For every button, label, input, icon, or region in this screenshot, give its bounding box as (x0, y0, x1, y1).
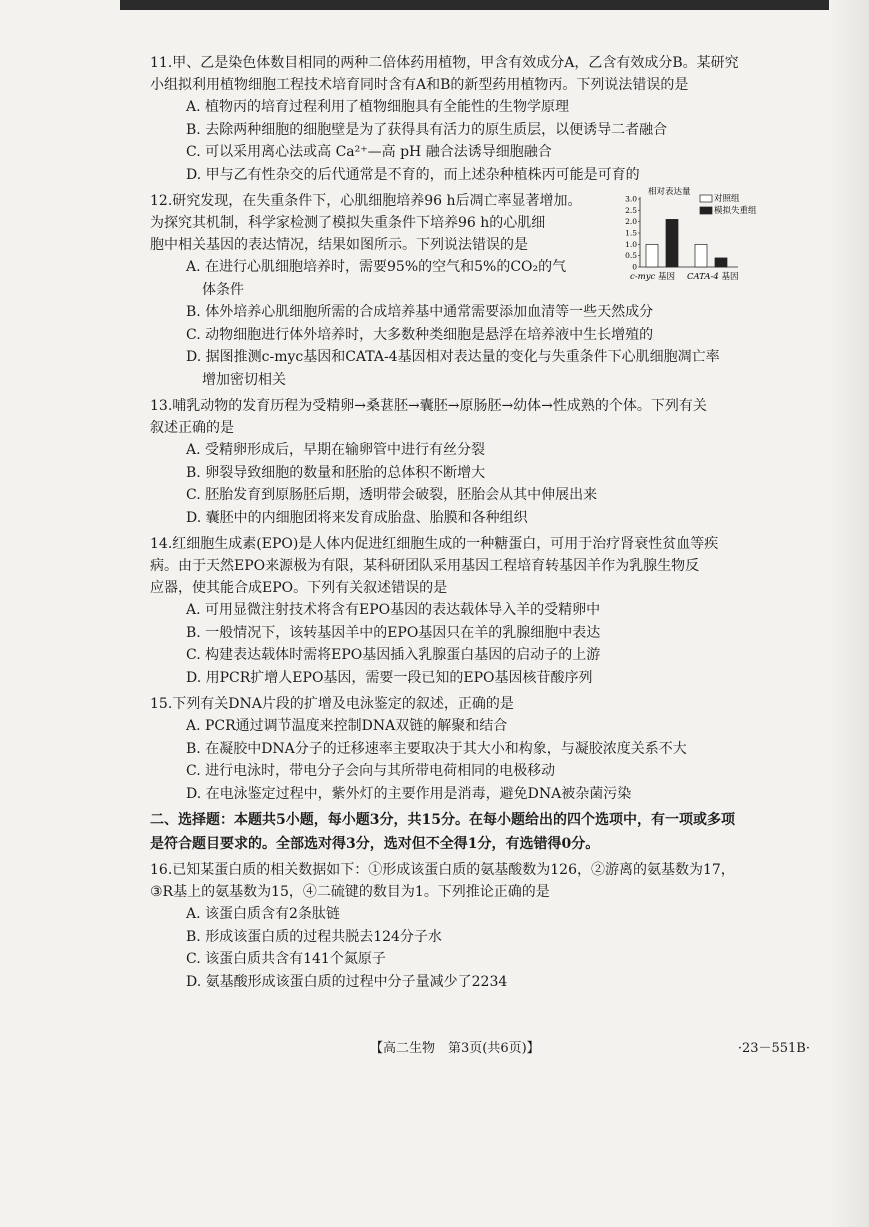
section-2-line: 是符合题目要求的。全部选对得3分，选对但不全得1分，有选错得0分。 (150, 836, 600, 852)
x-tick-label: c-myc 基因 (630, 272, 675, 282)
option-c: C. 进行电泳时，带电分子会向与其所带电荷相同的电极移动 (186, 763, 556, 779)
option-a: A. 植物丙的培育过程利用了植物细胞具有全能性的生物学原理 (186, 99, 570, 115)
exam-page (150, 52, 810, 1056)
option-d: D. 氨基酸形成该蛋白质的过程中分子量减少了2234 (186, 973, 508, 990)
question-12-stem: 为探究其机制，科学家检测了模拟失重条件下培养96 h的心肌细 (150, 215, 546, 231)
option-d: D. 用PCR扩增人EPO基因，需要一段已知的EPO基因核苷酸序列 (186, 669, 593, 686)
option-b: B. 形成该蛋白质的过程共脱去124分子水 (186, 928, 442, 945)
legend-swatch (700, 207, 712, 214)
question-12-stem: 胞中相关基因的表达情况，结果如图所示。下列说法错误的是 (150, 237, 528, 253)
option-b: B. 在凝胶中DNA分子的迁移速率主要取决于其大小和构象，与凝胶浓度关系不大 (186, 740, 687, 757)
option-d: D. 在电泳鉴定过程中，紫外灯的主要作用是消毒，避免DNA被杂菌污染 (186, 785, 632, 802)
question-16-stem: ③R基上的氨基数为15，④二硫键的数目为1。下列推论正确的是 (150, 884, 550, 900)
question-12 (150, 187, 790, 391)
section-2-line: 二、选择题：本题共5小题，每小题3分，共15分。在每小题给出的四个选项中，有一项或多项 (150, 812, 735, 828)
bar-microgravity (666, 219, 678, 267)
question-11-stem: 小组拟利用植物细胞工程技术培育同时含有A和B的新型药用植物丙。下列说法错误的是 (150, 77, 689, 93)
option-d: D. 甲与乙有性杂交的后代通常是不育的，而上述杂种植株丙可能是可育的 (186, 166, 640, 183)
option-a: A. 可用显微注射技术将含有EPO基因的表达载体导入羊的受精卵中 (186, 602, 601, 618)
scan-edge-right (829, 0, 869, 1227)
footer-code: ·23－551B· (737, 1041, 810, 1056)
y-tick-label: 3.0 (625, 194, 637, 204)
option-a: A. 受精卵形成后，早期在输卵管中进行有丝分裂 (186, 442, 486, 458)
y-tick-label: 0.5 (625, 251, 637, 261)
bar-control (695, 244, 707, 267)
legend-swatch (700, 195, 712, 202)
y-tick-label: 0 (632, 262, 637, 272)
option-b: B. 一般情况下，该转基因羊中的EPO基因只在羊的乳腺细胞中表达 (186, 624, 601, 641)
option-c: C. 该蛋白质共含有141个氮原子 (186, 951, 386, 967)
y-tick-label: 1.5 (625, 228, 637, 238)
question-11-stem: 11.甲、乙是染色体数目相同的两种二倍体药用植物，甲含有效成分A，乙含有效成分B。某研究 (150, 55, 739, 71)
option-c: C. 构建表达载体时需将EPO基因插入乳腺蛋白基因的启动子的上游 (186, 647, 601, 663)
question-14-stem: 应器，使其能合成EPO。下列有关叙述错误的是 (150, 580, 448, 596)
x-tick-label: CATA-4 基因 (687, 272, 739, 282)
option-a: A. PCR通过调节温度来控制DNA双链的解聚和结合 (186, 718, 508, 734)
question-13 (150, 395, 790, 529)
legend-label: 模拟失重组 (714, 206, 757, 216)
option-b: B. 去除两种细胞的细胞壁是为了获得具有活力的原生质层，以便诱导二者融合 (186, 121, 668, 138)
option-d: D. 囊胚中的内细胞团将来发育成胎盘、胎膜和各种组织 (186, 509, 528, 526)
option-c: C. 动物细胞进行体外培养时，大多数种类细胞是悬浮在培养液中生长增殖的 (186, 326, 654, 343)
chart-svg (618, 187, 788, 287)
option-a: A. 在进行心肌细胞培养时，需要95%的空气和5%的CO₂的气 (186, 259, 567, 275)
option-c: C. 胚胎发育到原肠胚后期，透明带会破裂，胚胎会从其中伸展出来 (186, 487, 598, 503)
option-c: C. 可以采用离心法或高 Ca²⁺—高 pH 融合法诱导细胞融合 (186, 144, 552, 160)
question-14-stem: 病。由于天然EPO来源极为有限，某科研团队采用基因工程培育转基因羊作为乳腺生物反 (150, 558, 700, 574)
question-15-stem: 15.下列有关DNA片段的扩增及电泳鉴定的叙述，正确的是 (150, 696, 514, 712)
y-tick-label: 1.0 (625, 239, 637, 249)
bar-control (646, 244, 658, 267)
bar-microgravity (715, 258, 727, 267)
expression-bar-chart (618, 187, 788, 287)
question-13-stem: 叙述正确的是 (150, 420, 234, 436)
y-axis-label: 相对表达量 (648, 187, 691, 197)
question-12-stem: 12.研究发现，在失重条件下，心肌细胞培养96 h后凋亡率显著增加。 (150, 193, 582, 209)
question-16 (150, 859, 790, 993)
y-tick-label: 2.5 (625, 205, 637, 215)
question-11 (150, 52, 790, 186)
footer-page-info: 【高二生物 第3页(共6页)】 (370, 1041, 540, 1056)
question-13-stem: 13.哺乳动物的发育历程为受精卵→桑葚胚→囊胚→原肠胚→幼体→性成熟的个体。下列有关 (150, 398, 707, 414)
option-d-continuation: 增加密切相关 (202, 371, 286, 388)
y-tick-label: 2.0 (625, 217, 637, 227)
question-15 (150, 693, 790, 805)
question-16-stem: 16.已知某蛋白质的相关数据如下：①形成该蛋白质的氨基酸数为126，②游离的氨基数为17， (150, 862, 735, 878)
option-b: B. 卵裂导致细胞的数量和胚胎的总体积不断增大 (186, 464, 486, 481)
legend-label: 对照组 (714, 194, 740, 204)
option-a: A. 该蛋白质含有2条肽链 (186, 906, 340, 922)
option-a-continuation: 体条件 (202, 281, 244, 298)
question-14 (150, 533, 790, 689)
section-2-heading (150, 809, 790, 855)
option-b: B. 体外培养心肌细胞所需的合成培养基中通常需要添加血清等一些天然成分 (186, 304, 654, 320)
option-d: D. 据图推测c-myc基因和CATA-4基因相对表达量的变化与失重条件下心肌细胞凋亡率 (186, 349, 720, 365)
question-14-stem: 14.红细胞生成素(EPO)是人体内促进红细胞生成的一种糖蛋白，可用于治疗肾衰性贫血等疾 (150, 536, 719, 552)
scan-edge-top (120, 0, 830, 10)
